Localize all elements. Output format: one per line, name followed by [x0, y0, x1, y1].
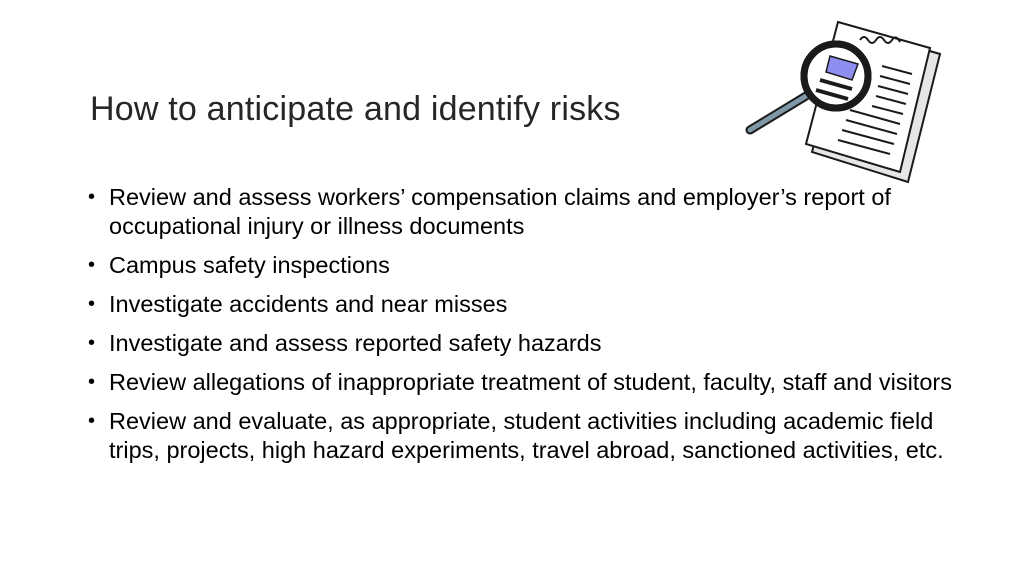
bullet-item [88, 251, 988, 280]
bullet-text: Investigate accidents and near misses [109, 291, 508, 317]
bullet-dot: • [88, 293, 96, 315]
bullet-text: Review allegations of inappropriate treatment of student, faculty, staff and visitors [109, 369, 952, 395]
bullet-text: Review and evaluate, as appropriate, student activities including academic field trips, projects, high hazard experiments, travel abroad, sanctioned activities, etc. [109, 408, 944, 463]
bullet-item [88, 329, 988, 358]
bullet-dot: • [88, 186, 96, 208]
bullet-dot: • [88, 410, 96, 432]
bullet-dot: • [88, 332, 96, 354]
bullet-item [88, 368, 988, 397]
bullet-list [88, 183, 988, 475]
document-magnifying-glass-icon [740, 14, 950, 184]
bullet-dot: • [88, 371, 96, 393]
bullet-text: Campus safety inspections [109, 252, 390, 278]
bullet-dot: • [88, 254, 96, 276]
bullet-text: Investigate and assess reported safety hazards [109, 330, 602, 356]
slide-title: How to anticipate and identify risks [90, 90, 621, 128]
bullet-item [88, 290, 988, 319]
bullet-item [88, 183, 988, 241]
bullet-text: Review and assess workers’ compensation claims and employer’s report of occupational injury or illness documents [109, 184, 891, 239]
bullet-item [88, 407, 988, 465]
